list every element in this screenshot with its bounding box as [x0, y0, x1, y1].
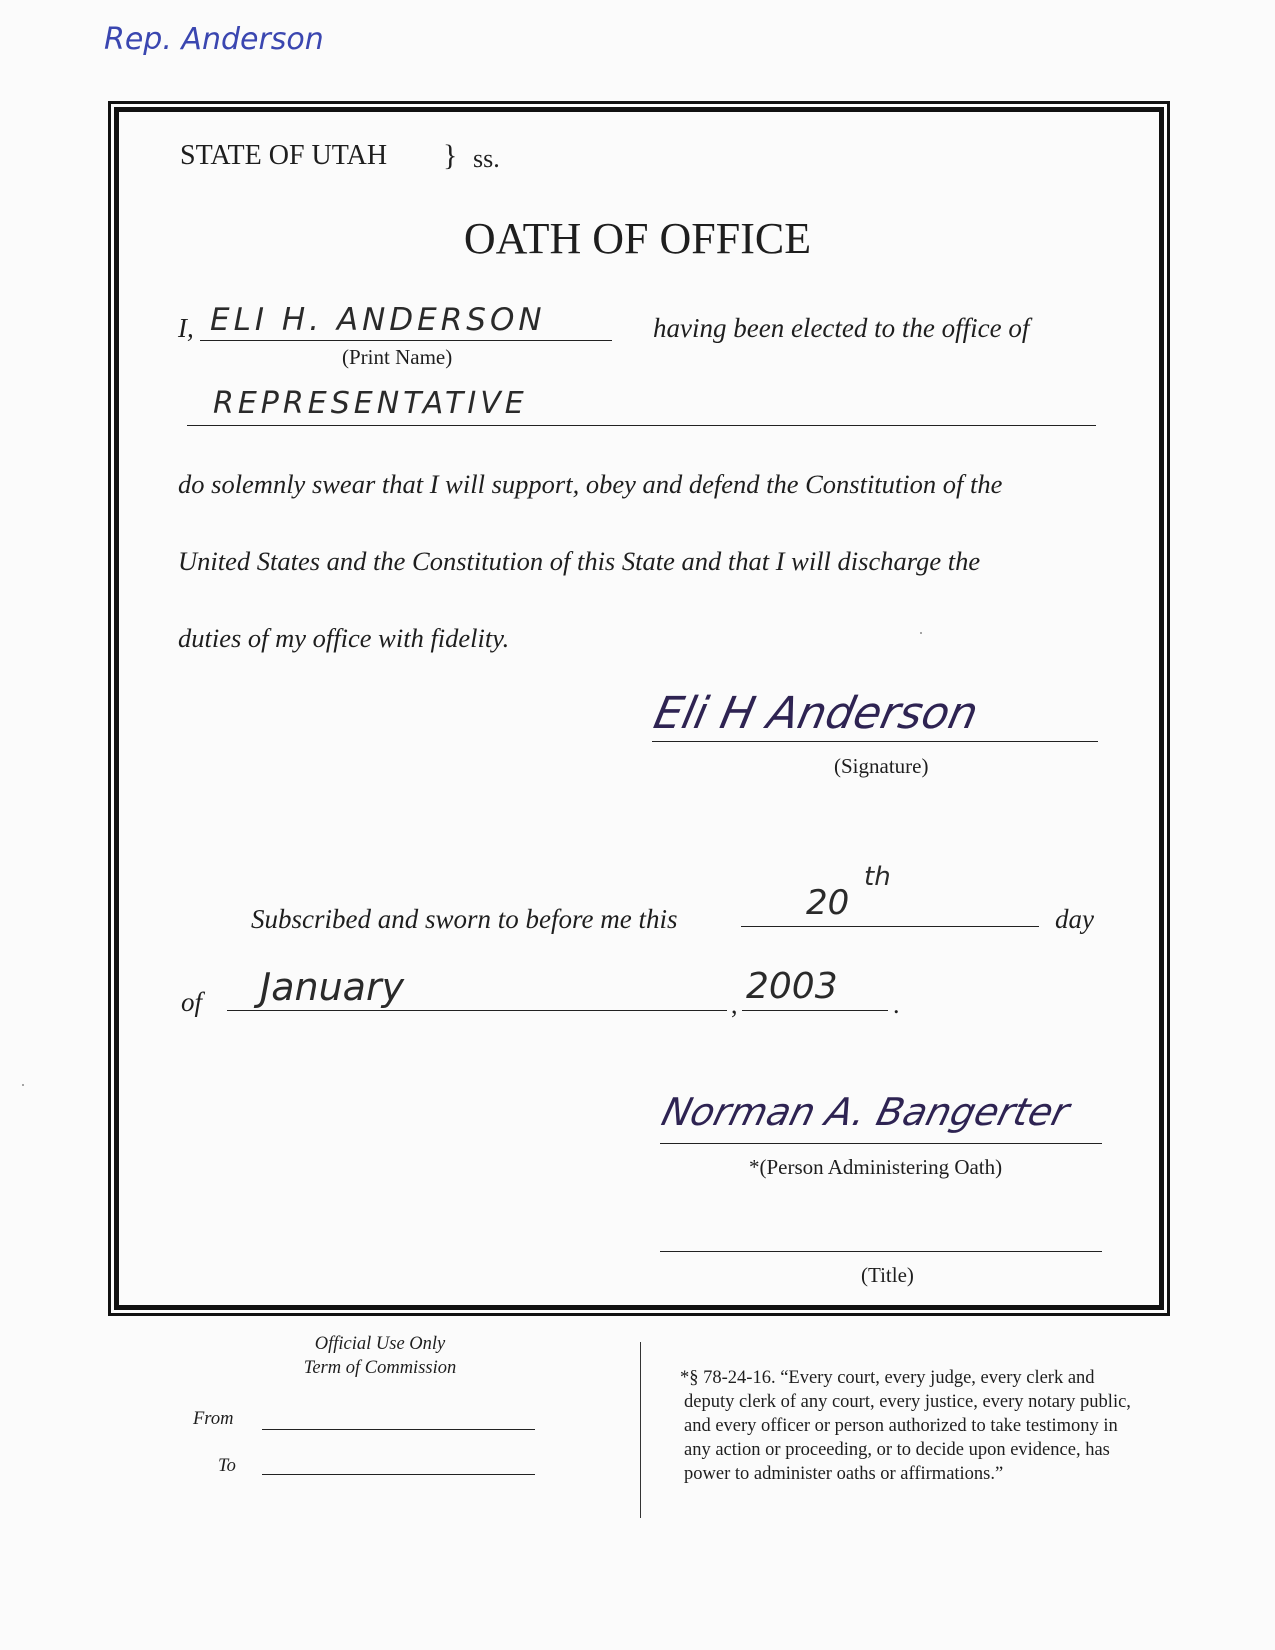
administrator-line — [660, 1143, 1102, 1144]
period: . — [893, 990, 900, 1019]
title-caption: (Title) — [861, 1263, 914, 1287]
oath-text-line-2: United States and the Constitution of this State and that I will discharge the — [178, 546, 981, 576]
print-name-line — [200, 340, 612, 341]
scan-speck — [22, 1084, 24, 1086]
office-line — [187, 425, 1096, 426]
oath-text-line-1: do solemnly swear that I will support, obey and defend the Constitution of the — [178, 469, 1003, 499]
venue-brace: } — [443, 139, 458, 172]
administrator-caption: *(Person Administering Oath) — [749, 1155, 1003, 1179]
document-title: OATH OF OFFICE — [463, 214, 812, 263]
to-label: To — [218, 1456, 236, 1476]
year-line — [742, 1010, 888, 1011]
print-name-value: ELI H. ANDERSON — [210, 302, 546, 338]
title-line — [660, 1251, 1102, 1252]
state-heading: STATE OF UTAH — [180, 140, 388, 171]
footnote-line-4: any action or proceeding, or to decide upon evidence, has — [684, 1440, 1110, 1460]
day-suffix: th — [864, 862, 891, 892]
month-line — [227, 1010, 727, 1011]
footnote-line-3: and every officer or person authorized to take testimony in — [684, 1416, 1118, 1436]
day-label: day — [1055, 904, 1094, 934]
office-value: REPRESENTATIVE — [213, 386, 528, 421]
oath-text-line-3: duties of my office with fidelity. — [178, 623, 510, 653]
signature-caption: (Signature) — [834, 754, 929, 778]
signature-value: Eli H Anderson — [649, 688, 983, 739]
subscribed-text: Subscribed and sworn to before me this — [251, 904, 678, 934]
day-line — [741, 926, 1039, 927]
of-label: of — [181, 987, 203, 1017]
vertical-divider — [640, 1342, 641, 1518]
day-value: 20 — [806, 883, 850, 923]
scan-speck — [920, 632, 922, 634]
to-line — [262, 1474, 535, 1475]
year-value: 2003 — [746, 966, 838, 1007]
month-value: January — [260, 965, 405, 1009]
comma: , — [731, 990, 738, 1019]
footnote-line-2: deputy clerk of any court, every justice, every notary public, — [684, 1392, 1131, 1412]
signature-line — [652, 741, 1098, 742]
footnote-line-5: power to administer oaths or affirmations.” — [684, 1464, 1004, 1484]
i-label: I, — [178, 313, 194, 343]
ss-abbreviation: ss. — [473, 144, 500, 173]
from-label: From — [193, 1409, 234, 1429]
official-use-heading: Official Use Only — [314, 1334, 446, 1354]
footnote-line-1: *§ 78-24-16. “Every court, every judge, every clerk and — [680, 1368, 1095, 1388]
elected-text: having been elected to the office of — [653, 313, 1030, 343]
administrator-signature: Norman A. Bangerter — [657, 1090, 1074, 1134]
from-line — [262, 1429, 535, 1430]
handwritten-header-note: Rep. Anderson — [104, 22, 324, 57]
print-name-caption: (Print Name) — [342, 345, 453, 369]
term-of-commission-heading: Term of Commission — [303, 1358, 457, 1378]
